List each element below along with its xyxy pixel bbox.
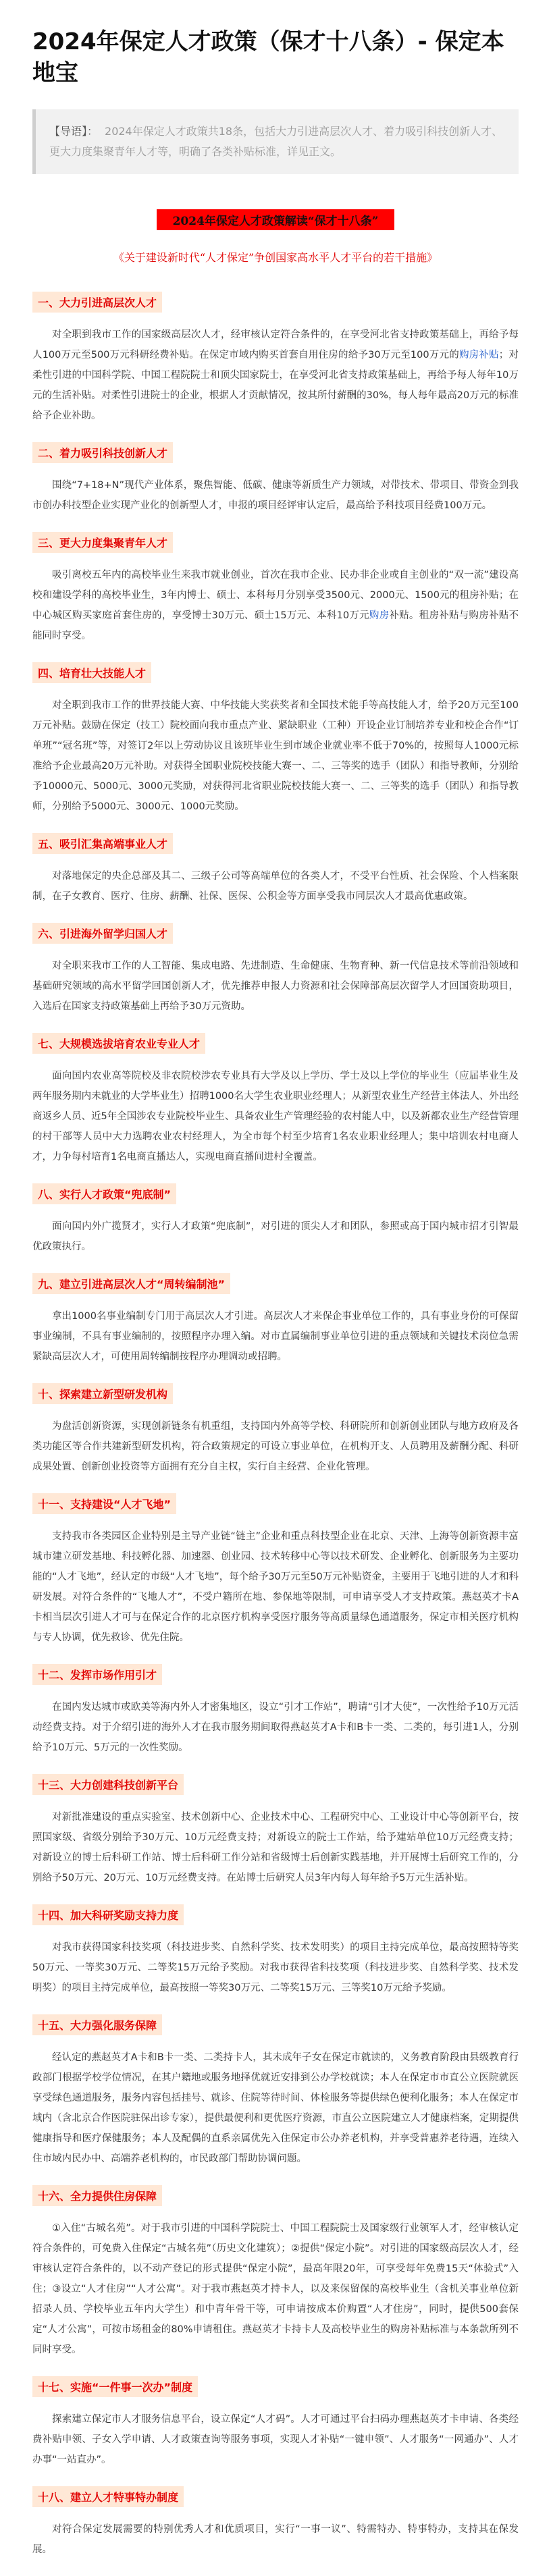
paragraph-text: 面向国内农业高等院校及非农院校涉农专业具有大学及以上学历、学士及以上学位的毕业生（应届毕业生及两年服务期内未就业的大学毕业生）招聘1000名大学生农业职业经理人；从新型农业生产经营主体法人、外出经商返乡人员、近5年全国涉农专业院校毕业生、具备农业生产管理经验的农村能人中，以及新都农业生产经营管理的村干部等人员中大力选聘农业农村经理人，为全市每个村至少培育1名农业职业经理人；集中培训农村电商人才，力争每村培育1名电商直播达人，实现电商直播间进村全覆盖。 <box>32 1070 519 1162</box>
section-paragraph <box>32 1526 519 1648</box>
section-heading: 七、大规模选拔培育农业专业人才 <box>32 1033 205 1054</box>
section-heading: 十五、大力强化服务保障 <box>32 2014 162 2035</box>
policy-banner: 2024年保定人才政策解读“保才十八条” <box>157 209 395 230</box>
lead-text: 2024年保定人才政策共18条，包括大力引进高层次人才、着力吸引科技创新人才、更大力度集聚青年人才等，明确了各类补贴标准，详见正文。 <box>49 124 503 158</box>
paragraph-text: 吸引离校五年内的高校毕业生来我市就业创业，首次在我市企业、民办非企业或自主创业的“双一流”建设高校和建设学科的高校毕业生，3年内博士、硕士、本科每月分别享受3500元、2000元、1500元的租房补贴；在中心城区购买家庭首套住房的，享受博士30万元、硕士15万元、本科10万元 <box>32 569 519 621</box>
section-heading: 十四、加大科研奖励支持力度 <box>32 1904 184 1925</box>
section-paragraph <box>32 2218 519 2360</box>
section-heading: 十一、支持建设“人才飞地” <box>32 1493 176 1514</box>
policy-section <box>32 2376 519 2470</box>
section-heading: 十七、实施“一件事一次办”制度 <box>32 2376 198 2397</box>
article-page <box>0 27 551 2560</box>
paragraph-text-tail: 补贴。租房补贴与购房补贴不能同时享受。 <box>32 610 519 641</box>
policy-section <box>32 662 519 817</box>
section-paragraph <box>32 2047 519 2169</box>
section-paragraph <box>32 2409 519 2470</box>
section-paragraph <box>32 1807 519 1888</box>
paragraph-text: 对符合保定发展需要的特别优秀人才和优质项目，实行“一事一议”、特需特办、特事特办，支持其在保发展。 <box>32 2523 519 2555</box>
section-paragraph <box>32 565 519 646</box>
section-paragraph <box>32 695 519 817</box>
section-paragraph <box>32 956 519 1017</box>
section-heading: 八、实行人才政策“兜底制” <box>32 1183 176 1204</box>
section-heading: 四、培育壮大技能人才 <box>32 662 151 683</box>
section-heading: 三、更大力度集聚青年人才 <box>32 532 173 553</box>
inline-link[interactable]: 购房 <box>369 610 390 621</box>
paragraph-text: 围绕“7+18+N”现代产业体系，聚焦智能、低碳、健康等新质生产力领域，对带技术、带项目、带资金到我市创办科技型企业实现产业化的创新型人才，申报的项目经评审认定后，最高给予科技项目经费100万元。 <box>32 479 519 511</box>
policy-section <box>32 1904 519 1998</box>
paragraph-text: 对新批准建设的重点实验室、技术创新中心、企业技术中心、工程研究中心、工业设计中心等创新平台，按照国家级、省级分别给予30万元、10万元经费支持；对新设立的院士工作站，给予建站单位10万元经费支持；对新设立的博士后科研工作站、博士后科研工作分站和省级博士后创新实践基地，并开展博士后研究工作的，分别给予50万元、20万元、10万元经费支持。在站博士后研究人员3年内每人每年给予5万元生活补贴。 <box>32 1811 519 1883</box>
paragraph-text-tail: ；对柔性引进的中国科学院、中国工程院院士和顶尖国家院士，在享受河北省支持政策基础上，再给予每人每年10万元的生活补贴。对柔性引进院士的企业，根据人才贡献情况，按其所付薪酬的30%，每人每年最高20万元的标准给予企业补助。 <box>32 349 519 421</box>
policy-section <box>32 923 519 1017</box>
paragraph-text: ①入住“古城名苑”。对于我市引进的中国科学院院士、中国工程院院士及国家级行业领军人才，经审核认定符合条件的，可免费入住保定“古城名苑”（历史文化建筑）；②提供“保定小院”。对引进的国家级高层次人才，经审核认定符合条件的，以不动产登记的形式提供“保定小院”，最高年限20年，可享受每年免费15天“体验式”入住；③设立“人才住房”“人才公寓”。对于我市燕赵英才持卡人，以及来保留保的高校毕业生（含机关事业单位新招录人员、学校毕业五年内大学生）和中青年骨干等，可申请按成本价购置“人才住房”，同时，提供500套保定“人才公寓”，可按市场租金的80%申请租住。燕赵英才卡持卡人及高校毕业生的购房补贴标准与本条款所列不同时享受。 <box>32 2222 519 2355</box>
section-heading: 十二、发挥市场作用引才 <box>32 1664 162 1685</box>
policy-section <box>32 1273 519 1367</box>
paragraph-text: 拿出1000名事业编制专门用于高层次人才引进。高层次人才来保企事业单位工作的，具有事业身份的可保留事业编制，不具有事业编制的，按照程序办理入编。对市直属编制事业单位引进的重点领域和关键技术岗位急需紧缺高层次人才，可使用周转编制按程序办理调动或招聘。 <box>32 1310 519 1362</box>
section-paragraph <box>32 1216 519 1257</box>
inline-link[interactable]: 购房补贴 <box>458 349 499 360</box>
policy-section <box>32 442 519 516</box>
section-heading: 九、建立引进高层次人才“周转编制池” <box>32 1273 230 1294</box>
policy-banner-wrap <box>32 209 519 230</box>
section-paragraph <box>32 866 519 907</box>
section-paragraph <box>32 325 519 426</box>
policy-section <box>32 1183 519 1257</box>
lead-box <box>32 109 519 174</box>
paragraph-text: 对全职到我市工作的世界技能大赛、中华技能大奖获奖者和全国技术能手等高技能人才，给予20万元至100万元补贴。鼓励在保定（技工）院校面向我市重点产业、紧缺职业（工种）开设企业订制培养专业和校企合作“订单班”“冠名班”等，对签订2年以上劳动协议且该班毕业生到市域企业就业率不低于70%的，按照每人1000元标准给予企业最高20万元补助。对获得全国职业院校技能大赛一、二、三等奖的选手（团队）和指导教师，分别给予10000元、5000元、3000元奖励，对获得河北省职业院校技能大赛一、二、三等奖的选手（团队）和指导教师，分别给予5000元、3000元、1000元奖励。 <box>32 699 519 812</box>
paragraph-text: 经认定的燕赵英才A卡和B卡一类、二类持卡人，其未成年子女在保定市就读的，义务教育阶段由县级教育行政部门根据学校学位情况，在其户籍地或服务地择优就近安排到公办学校就读；本人在保定市市直公立医院就医享受绿色通道服务，服务内容包括挂号、就诊、住院等待时间、体检服务等提供绿色便利化服务；本人在保定市域内（含北京合作医院驻保出诊专家），提供最便利和更优医疗资源，市直公立医院建立人才健康档案，定期提供健康指导和医疗保健服务；本人及配偶的直系亲属优先入住保定市公办养老机构，并享受普惠养老待遇，连续入住市域内民办中、高端养老机构的，市民政部门帮助协调问题。 <box>32 2051 519 2164</box>
section-paragraph <box>32 1306 519 1367</box>
policy-section <box>32 1774 519 1888</box>
policy-section <box>32 2486 519 2560</box>
section-paragraph <box>32 1697 519 1758</box>
section-paragraph <box>32 1066 519 1167</box>
article-title: 2024年保定人才政策（保才十八条）- 保定本地宝 <box>32 28 504 86</box>
section-heading: 十、探索建立新型研发机构 <box>32 1383 173 1404</box>
paragraph-text: 对全职到我市工作的国家级高层次人才，经审核认定符合条件的，在享受河北省支持政策基础上，再给予每人100万元至500万元科研经费补贴。在保定市域内购买首套自用住房的给予30万元至100万元的 <box>32 329 519 360</box>
policy-sections <box>32 292 519 2560</box>
section-heading: 十六、全力提供住房保障 <box>32 2185 162 2206</box>
section-heading: 一、大力引进高层次人才 <box>32 292 162 313</box>
section-paragraph <box>32 2519 519 2560</box>
section-heading: 十三、大力创建科技创新平台 <box>32 1774 184 1795</box>
paragraph-text: 对全职来我市工作的人工智能、集成电路、先进制造、生命健康、生物育种、新一代信息技术等前沿领域和基础研究领域的高水平留学回国创新人才，优先推荐申报人力资源和社会保障部高层次留学人才回国资助项目，入选后在国家支持政策基础上再给予30万元资助。 <box>32 960 519 1012</box>
section-heading: 二、着力吸引科技创新人才 <box>32 442 173 463</box>
lead-label: 【导语】： <box>49 124 99 138</box>
paragraph-text: 支持我市各类园区企业特别是主导产业链“链主”企业和重点科技型企业在北京、天津、上海等创新资源丰富城市建立研发基地、科技孵化器、加速器、创业园、技术转移中心等以技术研发、企业孵化、创新服务为主要功能的“人才飞地”，经认定的市级“人才飞地”，每个给予30万元至50万元补贴资金，主要用于飞地引进的人才和科研发展。对符合条件的“飞地人才”，不受户籍所在地、参保地等限制，可申请享受人才支持政策。燕赵英才卡A卡相当层次引进人才可与在保定合作的北京医疗机构享受医疗服务等高质量绿色通道服务，保定市相关医疗机构与专人协调，优先救诊、优先住院。 <box>32 1530 519 1643</box>
section-paragraph <box>32 475 519 516</box>
policy-section <box>32 2014 519 2169</box>
policy-section <box>32 1664 519 1758</box>
section-heading: 十八、建立人才特事特办制度 <box>32 2486 184 2507</box>
policy-section <box>32 1033 519 1167</box>
policy-section <box>32 292 519 426</box>
section-paragraph <box>32 1937 519 1998</box>
paragraph-text: 为盘活创新资源，实现创新链条有机重组，支持国内外高等学校、科研院所和创新创业团队与地方政府及各类功能区等合作共建新型研发机构，符合政策规定的可设立事业单位，在机构开支、人员聘用及薪酬分配、科研成果处置、创新创业投资等方面拥有充分自主权，实行自主经营、企业化管理。 <box>32 1420 519 1472</box>
paragraph-text: 对我市获得国家科技奖项（科技进步奖、自然科学奖、技术发明奖）的项目主持完成单位，最高按照特等奖50万元、一等奖30万元、二等奖15万元给予奖励。对我市获得省科技奖项（科技进步奖、自然科学奖、技术发明奖）的项目主持完成单位，最高按照一等奖30万元、二等奖15万元、三等奖10万元给予奖励。 <box>32 1941 519 1993</box>
paragraph-text: 对落地保定的央企总部及其二、三级子公司等高端单位的各类人才，不受平台性质、社会保险、个人档案限制，在子女教育、医疗、住房、薪酬、社保、医保、公积金等方面享受我市同层次人才最高优惠政策。 <box>32 870 519 902</box>
policy-doc-title: 《关于建设新时代“人才保定”争创国家高水平人才平台的若干措施》 <box>113 250 438 264</box>
policy-section <box>32 2185 519 2360</box>
policy-section <box>32 532 519 646</box>
paragraph-text: 在国内发达城市或欧美等海内外人才密集地区，设立“引才工作站”，聘请“引才大使”，一次性给予10万元活动经费支持。对于介绍引进的海外人才在我市服务期间取得燕赵英才A卡和B卡一类、二类的，每引进1人，分别给予10万元、5万元的一次性奖励。 <box>32 1701 519 1753</box>
paragraph-text: 面向国内外广揽贤才，实行人才政策“兜底制”，对引进的顶尖人才和团队，参照或高于国内城市招才引智最优政策执行。 <box>32 1220 519 1252</box>
section-heading: 五、吸引汇集高端事业人才 <box>32 833 173 854</box>
paragraph-text: 探索建立保定市人才服务信息平台，设立保定“人才码”。人才可通过平台扫码办理燕赵英才卡申请、各类经费补贴申领、子女入学申请、人才政策查询等服务事项，实现人才补贴“一键申领”、人才服务“一网通办”、人才办事“一站直办”。 <box>32 2413 519 2465</box>
policy-section <box>32 833 519 907</box>
section-heading: 六、引进海外留学归国人才 <box>32 923 173 944</box>
section-paragraph <box>32 1416 519 1477</box>
policy-section <box>32 1493 519 1648</box>
policy-section <box>32 1383 519 1477</box>
